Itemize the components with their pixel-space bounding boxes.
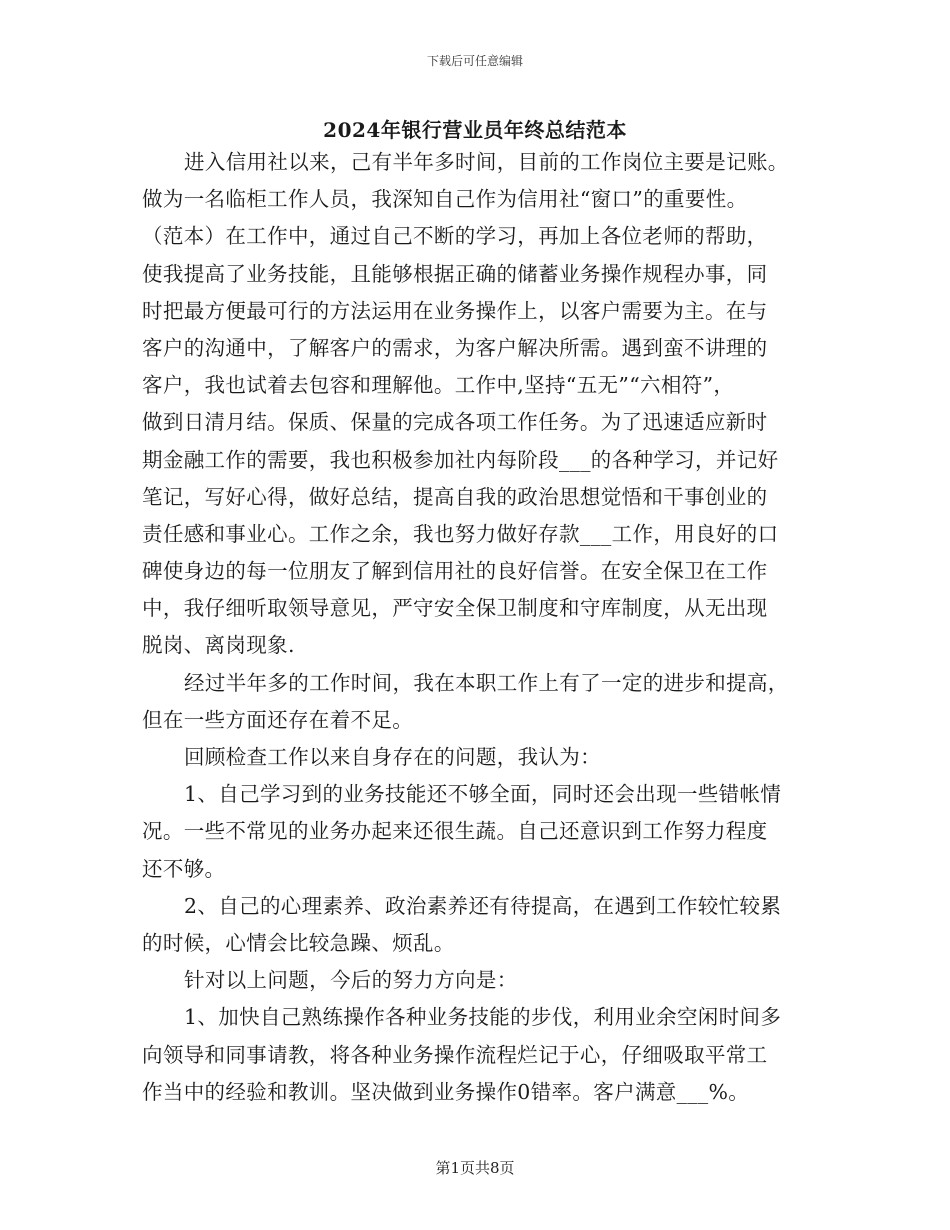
text-line: 作当中的经验和教训。坚决做到业务操作0错率。客户满意___%。 <box>142 1079 750 1104</box>
text-line: 但在一些方面还存在着不足。 <box>142 707 414 732</box>
text-line: 1、加快自己熟练操作各种业务技能的步伐，利用业余空闲时间多 <box>184 1005 782 1030</box>
text-line: 笔记，写好心得，做好总结，提高自我的政治思想觉悟和干事创业的 <box>142 484 768 509</box>
text-line: 中，我仔细听取领导意见，严守安全保卫制度和守库制度，从无出现 <box>142 596 768 621</box>
text-line: 期金融工作的需要，我也积极参加社内每阶段___的各种学习，并记好 <box>142 447 779 472</box>
text-line: 客户，我也试着去包容和理解他。工作中,坚持“五无”“六相符”， <box>142 373 735 398</box>
text-line: 做为一名临柜工作人员，我深知自己作为信用社“窗口”的重要性。 <box>142 187 748 212</box>
text-line: 碑使身边的每一位朋友了解到信用社的良好信誉。在安全保卫在工作 <box>142 559 768 584</box>
text-line: 还不够。 <box>142 856 226 881</box>
text-line: 进入信用社以来，己有半年多时间，目前的工作岗位主要是记账。 <box>184 150 789 174</box>
text-line: 向领导和同事请教，将各种业务操作流程烂记于心，仔细吸取平常工 <box>142 1042 768 1067</box>
text-line: 1、自己学习到的业务技能还不够全面，同时还会出现一些错帐情 <box>184 782 782 807</box>
text-line: 客户的沟通中，了解客户的需求，为客户解决所需。遇到蛮不讲理的 <box>142 335 768 360</box>
text-line: 回顾检查工作以来自身存在的问题，我认为： <box>184 745 601 769</box>
text-line: 的时候，心情会比较急躁、烦乱。 <box>142 930 455 955</box>
document-body <box>142 144 808 1111</box>
text-line: （范本）在工作中，通过自己不断的学习，再加上各位老师的帮助， <box>142 224 768 249</box>
text-line: 针对以上问题，今后的努力方向是： <box>184 968 518 993</box>
page-header-note: 下载后可任意编辑 <box>426 54 523 68</box>
text-line: 脱岗、离岗现象. <box>142 633 295 658</box>
text-line: 使我提高了业务技能，且能够根据正确的储蓄业务操作规程办事，同 <box>142 261 768 286</box>
text-line: 2、自己的心理素养、政治素养还有待提高，在遇到工作较忙较累 <box>184 893 782 918</box>
text-line: 况。一些不常见的业务办起来还很生蔬。自己还意识到工作努力程度 <box>142 819 768 844</box>
document-title: 2024年银行营业员年终总结范本 <box>323 118 627 142</box>
text-line: 时把最方便最可行的方法运用在业务操作上，以客户需要为主。在与 <box>142 298 768 323</box>
text-line: 责任感和事业心。工作之余，我也努力做好存款___工作，用良好的口 <box>142 521 779 546</box>
text-line: 做到日清月结。保质、保量的完成各项工作任务。为了迅速适应新时 <box>142 410 768 435</box>
page-number: 第1页共8页 <box>435 1159 515 1177</box>
text-line: 经过半年多的工作时间，我在本职工作上有了一定的进步和提高， <box>184 670 789 695</box>
